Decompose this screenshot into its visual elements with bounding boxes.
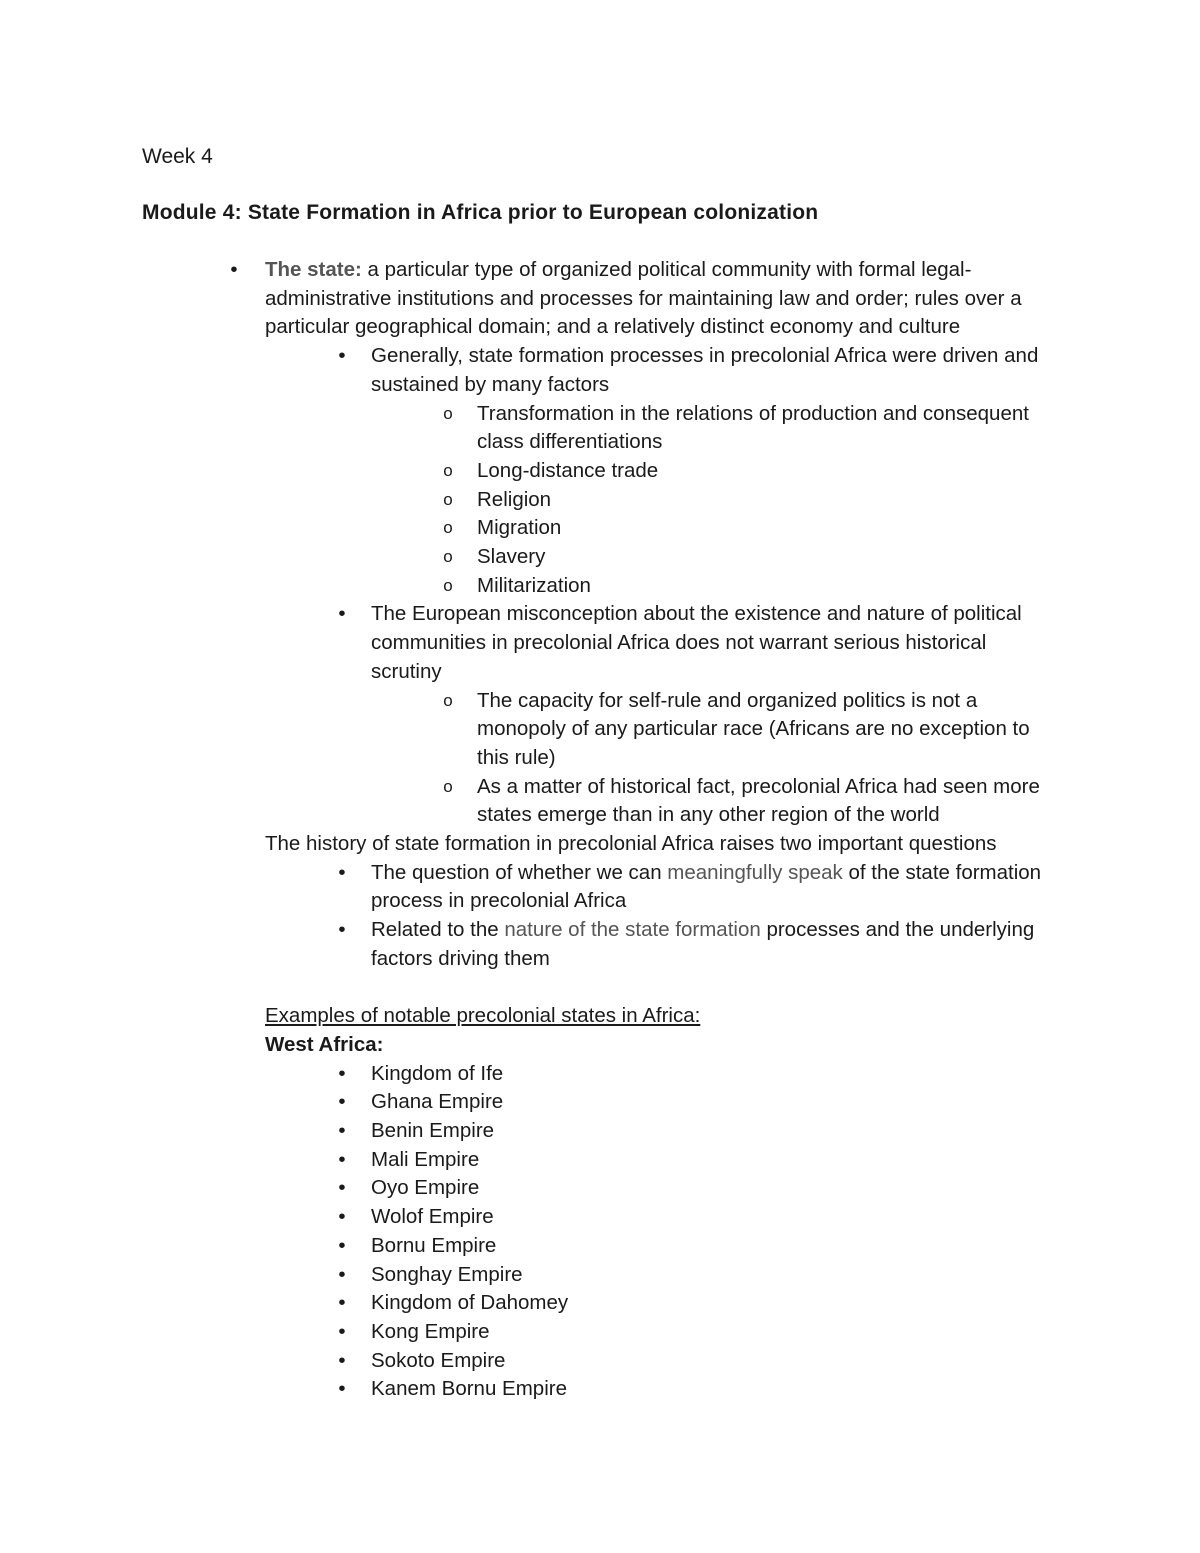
bullet-icon: • [338,1320,346,1343]
state-name: Sokoto Empire [371,1348,506,1372]
state-name: Ghana Empire [371,1090,504,1114]
list-item-question [0,859,1061,916]
question-text-end: of the state formation process in precolonial Africa [371,860,1042,913]
state-name: Benin Empire [371,1119,495,1143]
bullet-icon: • [338,918,346,942]
list-item-state [0,1060,1061,1089]
misconception-point-text: As a matter of historical fact, precolonial Africa had seen more states emerge than in any other region of the world [477,774,1040,827]
state-name: Kanem Bornu Empire [371,1377,567,1401]
misconception-point-text: The capacity for self-rule and organized politics is not a monopoly of any particular race (Africans are no exception to this rule) [477,688,1030,769]
bullet-icon: • [338,860,346,884]
misconception-text: The European misconception about the existence and nature of political communities in precolonial Africa does not warrant serious historical scrutiny [371,602,1022,683]
question-text-start: Related to the [371,918,505,942]
bullet-icon: • [230,258,238,281]
state-name: Kong Empire [371,1320,490,1343]
bullet-icon: • [338,1291,346,1315]
list-item-state [0,1088,1061,1117]
factor-text: Transformation in the relations of production and consequent class differentiations [477,401,1029,454]
state-name: Kingdom of Ife [371,1061,504,1085]
bullet-icon: • [338,1176,346,1200]
state-name: Kingdom of Dahomey [371,1291,569,1315]
factor-text: Long-distance trade [477,458,659,482]
bullet-icon: • [338,1147,346,1171]
state-name: Oyo Empire [371,1176,480,1200]
list-item-state [0,1174,1061,1203]
list-item-factor [0,572,1057,601]
list-item-question [0,916,1061,973]
list-item-factor [0,514,1057,543]
factor-text: Religion [477,487,552,511]
sub-bullet-icon: o [443,518,453,538]
bullet-icon: • [338,1233,346,1257]
bullet-icon: • [338,1119,346,1143]
state-name: Wolof Empire [371,1205,494,1229]
factors-intro-text: Generally, state formation processes in precolonial Africa were driven and sustained by many factors [371,344,1039,396]
bullet-icon: • [338,602,346,626]
list-item-misconception-point [0,687,1057,773]
list-item-state [0,1347,1061,1376]
list-item-factors-intro [0,342,1061,399]
list-item-state-definition [0,256,1065,342]
sub-bullet-icon: o [443,776,453,796]
list-item-state [0,1146,1061,1175]
list-item-state [0,1318,1061,1347]
sub-bullet-icon: o [443,690,453,710]
list-item-misconception [0,600,1061,686]
list-item-factor [0,400,1057,457]
question-text-end: processes and the underlying factors driving them [371,918,1035,970]
sub-bullet-icon: o [443,489,453,509]
sub-bullet-icon: o [443,547,453,567]
state-term: The state: [265,258,362,281]
bullet-icon: • [338,1205,346,1229]
region-heading: West Africa: [265,1032,384,1056]
questions-intro: The history of state formation in precolonial Africa raises two important questions [265,832,997,856]
question-emphasis: meaningfully speak [667,860,843,884]
sub-bullet-icon: o [443,460,453,480]
list-item-state [0,1375,1061,1404]
bullet-icon: • [338,1061,346,1085]
state-definition: a particular type of organized political community with formal legal-administrative institutions and processes for maintaining law and order; rules over a particular geographical domain; and a relatively distinct economy and culture [265,258,1022,339]
list-item-state [0,1289,1061,1318]
state-name: Songhay Empire [371,1262,523,1286]
list-item-state [0,1117,1061,1146]
bullet-icon: • [338,344,346,368]
bullet-icon: • [338,1348,346,1372]
list-item-misconception-point [0,773,1057,830]
examples-heading: Examples of notable precolonial states in Africa: [265,1004,701,1028]
question-text-start: The question of whether we can [371,860,668,884]
list-item-factor [0,486,1057,515]
module-title: Module 4: State Formation in Africa prior to European colonization [142,201,819,224]
question-emphasis: nature of the state formation [504,918,761,942]
factor-text: Migration [477,516,562,540]
bullet-icon: • [338,1090,346,1114]
sub-bullet-icon: o [443,403,453,423]
week-label: Week 4 [142,145,213,168]
list-item-state [0,1203,1061,1232]
list-item-factor [0,457,1057,486]
state-name: Mali Empire [371,1147,480,1171]
bullet-icon: • [338,1377,346,1401]
list-item-state [0,1232,1061,1261]
factor-text: Militarization [477,573,591,597]
bullet-icon: • [338,1262,346,1286]
sub-bullet-icon: o [443,575,453,595]
list-item-state [0,1261,1061,1290]
notes-body [0,256,1200,1404]
spacer [0,974,1200,1003]
state-name: Bornu Empire [371,1233,497,1257]
list-item-factor [0,543,1057,572]
factor-text: Slavery [477,545,546,569]
